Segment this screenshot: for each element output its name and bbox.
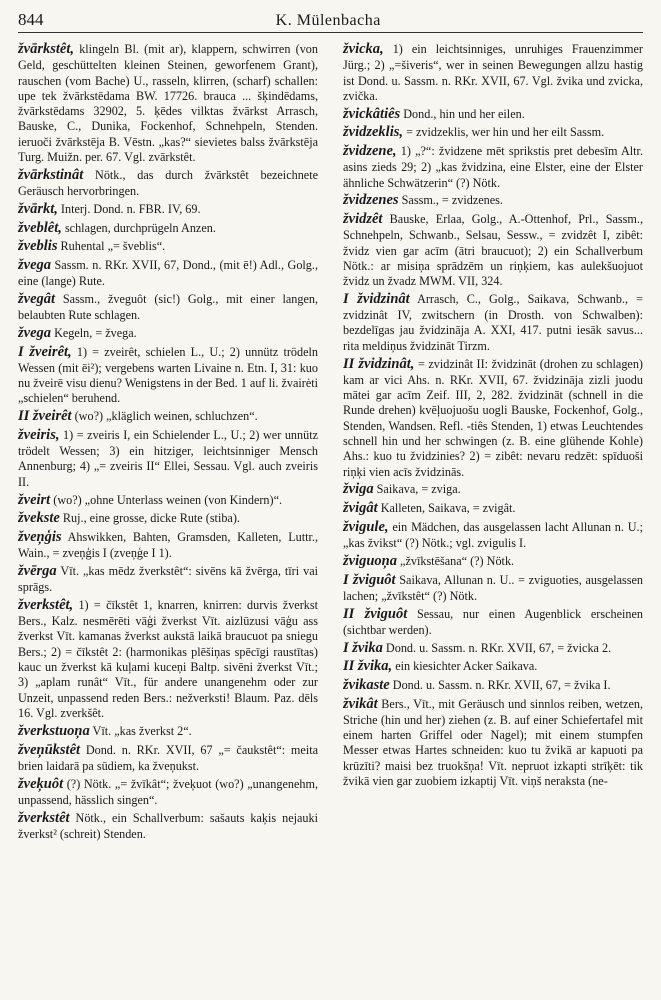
entry-headword: žvicka, [343,41,384,57]
entry-headword: žveiris, [18,426,60,443]
dictionary-entry [343,571,643,605]
entry-text: Saikava, Allunan n. U.. = zviguoties, ausgelassen lachen; „žvīkstêt“ (?) Nötk. [343,572,643,603]
entry-headword: I žvidzinât [343,290,410,307]
entry-text: Bers., Vīt., mit Geräusch und sinnlos reiben, wetzen, Striche (hin und her) ziehen (z. B. auf einer Schiefertafel mit einem harten Griffel oder Nagel); mit einem stumpfen Messer etwas Hartes schneiden: kuo tu žvikā ar kapuoti pa krūzīti? maisi bez truokšņa! Vīt. nepruot izkapti strīķēt: tik žvikā vien gar zuobiem izkaptij Vīt. viņš neraksta (ne- [343,696,643,788]
entry-text: 1) = zveiris I, ein Schielender L., U.; 2) wer unnütz trödelt Wessen; 3) ein hitziger, leichtsinniger Mensch Annenburg; 4) „= zveiris II“ Ellei, Sessau. Vgl. auch zveiris II. [18,427,318,489]
dictionary-entry [18,343,318,407]
entry-headword: I žvika [343,639,383,656]
dictionary-entry [18,200,318,218]
entry-headword: I žveirêt, [18,343,72,360]
dictionary-entry [18,722,318,740]
dictionary-entry [343,695,643,790]
entry-headword: žvidzeklis, [343,124,404,141]
dictionary-entry [343,639,643,657]
entry-text: Sessau, nur einen Augenblick erscheinen (sichtbar werden). [343,606,643,637]
dictionary-entry [18,40,318,165]
dictionary-entry [18,509,318,527]
page-header [18,6,643,33]
dictionary-entry [18,809,318,843]
entry-text: = zvidzinât II: žvidzināt (drohen zu schlagen) kam ar vici Ahs. n. RKr. XVII, 67. žvidzināja zizli juodu mātei gar acīm Zeif. III, 2, 282. žvidzināt (schnell in die Runde drehen) kvēļuojuošu uogli Bauske, Fockenhof, Golg., Stenden, Wandsen. Refl. -tiês Stenden, 1) etwas Leuchtendes schnell hin und her schwingen (z. B. eine glühende Kohle) Ahs.: kuo tu žvidzinies? 2) = zibêt: nevaru redzēt: spīduoši riņķi vien acīs žvidzinās. [343,356,643,479]
entry-headword: I žviguôt [343,571,396,588]
dictionary-entry [343,142,643,191]
entry-text: Bauske, Erlaa, Golg., A.-Ottenhof, Prl., Sassm., Schnehpeln, Schwanb., Selsau, Sessw., = zvidzêt I, zibêt: žvidz vien gar acīm (ātri braucuot); 2) ein Schallverbum Nötk.: ar misiņa sprādzēm un riņķiem, kas aulekšuojuot žvidz un žvadz MWM. VII, 324. [343,212,643,289]
entry-text: Sassm., = zvidzenes. [398,193,503,208]
entry-headword: žvigât [343,500,378,517]
dictionary-entry [18,219,318,237]
dictionary-entry [18,166,318,200]
entry-headword: II žvidzinât, [343,355,415,372]
entry-text: Arrasch, C., Golg., Saikava, Schwanb., = zvidzinât IV, zwitschern (in Drosth. von Schwalben): bezdelīgas jau žvidzināja A. XXI, 417. putni iesāk savus... rita meldiņus žvidzināt Tirzm. [343,291,643,353]
entry-headword: žveķuôt [18,775,64,792]
entry-text: Sassm. n. RKr. XVII, 67, Dond., (mit ē!) Adl., Golg., eine (lange) Rute. [18,257,318,289]
entry-text: Dond. u. Sassm. n. RKr. XVII, 67, = žvicka 2. [382,640,612,655]
text-columns [18,40,643,994]
entry-text: Dond. u. Sassm. n. RKr. XVII, 67, = žvika I. [389,677,611,692]
dictionary-entry [343,480,643,498]
entry-text: Nötk., das durch žvārkstêt bezeichnete Geräusch hervorbringen. [18,167,318,199]
dictionary-entry [18,741,318,775]
entry-headword: žvērga [18,562,57,579]
entry-headword: žvidzêt [343,211,383,227]
entry-headword: žvickâtiês [343,105,401,122]
dictionary-entry [18,596,318,721]
entry-text: Kegeln, = žvega. [51,325,137,340]
entry-headword: žveblêt, [18,219,62,236]
entry-headword: žverkstêt, [18,596,74,613]
entry-headword: žveņģis [18,528,62,545]
dictionary-entry [343,605,643,639]
entry-text: ein Mädchen, das ausgelassen lacht Allunan n. U.; „kas žvikst“ (?) Nötk.; vgl. zvigulis I. [343,519,643,550]
entry-headword: žveņūkstêt [18,741,81,758]
entry-headword: žveirt [18,491,51,508]
dictionary-entry [18,407,318,425]
entry-headword: žvārkstêt, [18,41,74,57]
dictionary-entry [343,210,643,289]
dictionary-entry [343,105,643,123]
dictionary-entry [18,528,318,562]
entry-headword: žvega [18,256,52,273]
dictionary-entry [343,40,643,104]
entry-text: Ruhental „= šveblis“. [57,239,166,254]
entry-headword: žverkstuoņa [18,722,90,739]
entry-text: (wo?) „ohne Unterlass weinen (von Kindern)“. [50,492,283,507]
entry-text: Dond., hin und her eilen. [400,106,525,121]
entry-headword: žvigule, [343,518,389,535]
entry-text: 1) = zveirêt, schielen L., U.; 2) unnütz trödeln Wessen (mit ēi²); vergebens warten Livaine n. Etn. I, 31: kuo nu žveirē visu dienu? Wenigstens in der Bed. 1 auf li. žvairėti „schielen“ beruhend. [18,344,318,406]
page-number: 844 [18,10,44,29]
right-column [343,40,643,994]
entry-headword: žverkstêt [18,809,70,826]
left-column [18,40,318,994]
dictionary-entry [18,775,318,809]
entry-text: Dond. n. RKr. XVII, 67 „= čaukstêt“: meita brien laidarā pa sūdiem, ka žveņukst. [18,742,318,773]
dictionary-entry [343,676,643,694]
dictionary-entry [18,290,318,324]
entry-text: Vīt. „kas žverkst 2“. [89,723,192,738]
entry-text: Nötk., ein Schallverbum: sašauts kaķis nejauki žverkst² (schreit) Stenden. [18,810,318,841]
entry-text: Ruj., eine grosse, dicke Rute (stiba). [59,511,240,526]
dictionary-entry [343,123,643,141]
dictionary-entry [343,290,643,354]
entry-headword: žvidzene, [343,143,397,159]
dictionary-entry [343,355,643,480]
entry-headword: žviga [343,481,374,498]
entry-text: schlagen, durchprügeln Anzen. [61,220,216,235]
entry-text: = zvidzeklis, wer hin und her eilt Sassm. [403,125,605,140]
entry-text: Ahswikken, Bahten, Gramsden, Kalleten, Luttr., Wain., = zveņģis I (zveņģe I 1). [18,529,318,561]
entry-headword: žvikât [343,695,378,712]
entry-text: 1) „?“: žvidzene mēt sprikstis pret debesīm Altr. asins zieds 29; 2) „kas žvidzina, eine Elster, eine der Elster ähnliche Schwätzerin“ (?) Nötk. [343,144,643,190]
dictionary-entry [18,256,318,290]
entry-headword: II žviguôt [343,605,408,622]
entry-headword: žvekste [18,510,60,527]
entry-headword: žveblis [18,238,58,255]
dictionary-entry [18,324,318,342]
entry-text: 1) ein leichtsinniges, unruhiges Frauenzimmer Jürg.; 2) „=šiveris“, wer in seinen Bewegungen allzu hastig ist Dond. u. Sassm. n. RKr. XVII, 67. Vgl. žvika und zvicka, zvička. [343,42,643,103]
entry-headword: II žvika, [343,658,393,675]
entry-headword: žvārkt, [18,200,58,217]
dictionary-entry [343,191,643,209]
running-head: K. Mülenbacha [275,12,381,29]
dictionary-entry [343,518,643,552]
entry-text: „žvīkstēšana“ (?) Nötk. [397,553,515,568]
dictionary-entry [18,237,318,255]
dictionary-entry [18,562,318,596]
entry-headword: žvikaste [343,676,390,693]
entry-headword: žviguoņa [343,552,397,569]
entry-text: klingeln Bl. (mit ar), klappern, schwirren (von Geld, geschüttelten kleinen Steinen, geworfenem Grant), rauschen (vom Bache) U., rasseln, klirren, (scharf) schallen: upe tek žvārkstēdama BW. 17726. brauca ... šķindēdams, žvārkstēdams 32902, 5. ķēdes vilktas žvārkst Arrasch, Bauske, C., Dunika, Fockenhof, Schnehpeln, Stenden. ieruoči žvārkstēja B. Vēstn. „kas?“ sievietes balss žvārkstēja Turg. Muižn. per. 67. Vgl. zvārkstêt. [18,42,318,165]
dictionary-entry [343,552,643,570]
entry-headword: žvega [18,324,52,341]
entry-headword: žvārkstinât [18,166,84,183]
entry-text: (wo?) „kläglich weinen, schluchzen“. [71,409,258,424]
entry-headword: II žveirêt [18,408,72,425]
dictionary-entry [18,426,318,490]
entry-text: Vīt. „kas mēdz žverkstêt“: sivēns kā žvērga, tīri vai sprāgs. [18,563,318,595]
entry-text: Kalleten, Saikava, = zvigât. [377,501,516,516]
entry-text: Sassm., žveguôt (sic!) Golg., mit einer langen, belaubten Rute schlagen. [18,291,318,323]
entry-text: (?) Nötk. „= žvīkât“; žveķuot (wo?) „unangenehm, unpassend, hässlich singen“. [18,776,318,807]
dictionary-entry [343,657,643,675]
entry-headword: žvidzenes [343,192,399,209]
entry-text: Saikava, = zviga. [373,482,461,497]
dictionary-entry [343,499,643,517]
entry-text: Interj. Dond. n. FBR. IV, 69. [57,201,201,216]
entry-text: ein kiesichter Acker Saikava. [392,659,538,674]
dictionary-entry [18,491,318,509]
entry-text: 1) = čīkstêt 1, knarren, knirren: durvis žverkst Bers., Kalz. nesmērēti vāģi žverkst Vīt. aizlūzusi vāģu ass žverkst Vīt. kamanas žverkst aukstā laikā braucuot pa sniegu Bers.; 2) = čīkstêt 2: (harmonikas plēšiņas spēcīgi raustītas) kauc un žverkst kā kuļami kuceņi Baltp. sivēni žverkst Vīt.; 3) „aplam runât“ Vīt., für andere unangenehm oder zur Unzeit, unpassend reden Bers.: nežverksti! Blaum. Paz. dēls 16. Vgl. zverkšêt. [18,597,318,720]
entry-headword: žvegât [18,290,56,307]
